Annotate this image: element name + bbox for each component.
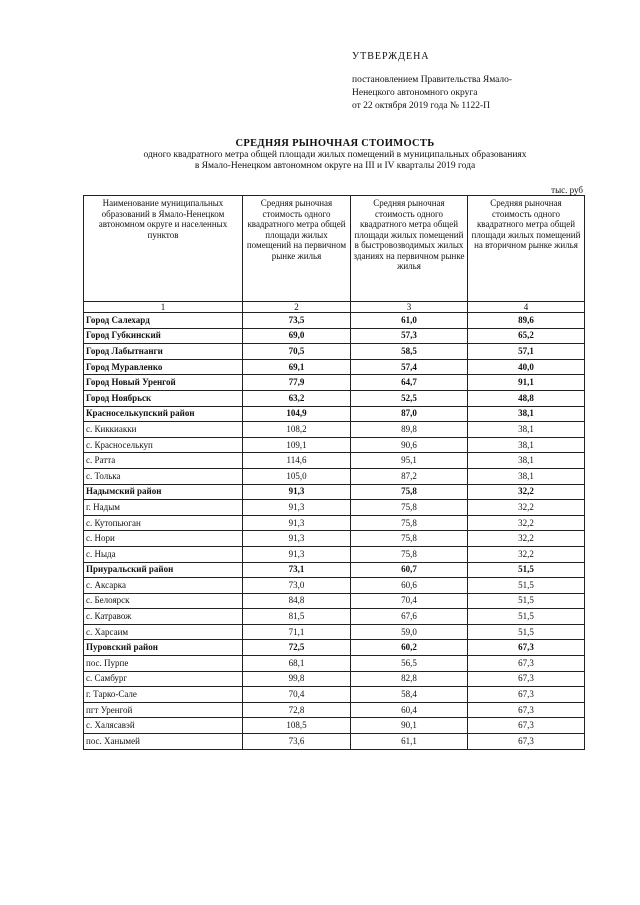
municipality-name: с. Катравож <box>84 609 243 625</box>
prefab-market-price: 64,7 <box>351 375 468 391</box>
municipality-name: Город Губкинский <box>84 328 243 344</box>
municipality-name: с. Ныда <box>84 546 243 562</box>
primary-market-price: 109,1 <box>243 437 351 453</box>
title-main: СРЕДНЯЯ РЫНОЧНАЯ СТОИМОСТЬ <box>235 138 435 149</box>
secondary-market-price: 91,1 <box>468 375 585 391</box>
primary-market-price: 69,1 <box>243 359 351 375</box>
prefab-market-price: 52,5 <box>351 390 468 406</box>
municipality-name: Красноселькупский район <box>84 406 243 422</box>
prefab-market-price: 87,2 <box>351 468 468 484</box>
primary-market-price: 114,6 <box>243 453 351 469</box>
primary-market-price: 84,8 <box>243 593 351 609</box>
secondary-market-price: 67,3 <box>468 734 585 750</box>
prefab-market-price: 60,6 <box>351 578 468 594</box>
header-row <box>84 196 585 302</box>
prefab-market-price: 59,0 <box>351 624 468 640</box>
municipality-name: Надымский район <box>84 484 243 500</box>
secondary-market-price: 32,2 <box>468 500 585 516</box>
primary-market-price: 72,8 <box>243 702 351 718</box>
secondary-market-price: 57,1 <box>468 344 585 360</box>
table-row <box>84 656 585 672</box>
primary-market-price: 69,0 <box>243 328 351 344</box>
municipality-name: с. Киккиакки <box>84 422 243 438</box>
table-row <box>84 718 585 734</box>
table-row <box>84 546 585 562</box>
prefab-market-price: 57,3 <box>351 328 468 344</box>
primary-market-price: 91,3 <box>243 484 351 500</box>
secondary-market-price: 51,5 <box>468 593 585 609</box>
municipality-name: с. Харсаим <box>84 624 243 640</box>
title-sub-1: одного квадратного метра общей площади жилых помещений в муниципальных образованиях <box>143 150 527 160</box>
table-row <box>84 344 585 360</box>
column-number: 4 <box>468 302 585 313</box>
unit-label: тыс. руб <box>551 185 583 195</box>
secondary-market-price: 38,1 <box>468 468 585 484</box>
secondary-market-price: 38,1 <box>468 437 585 453</box>
municipality-name: с. Халясавэй <box>84 718 243 734</box>
secondary-market-price: 38,1 <box>468 422 585 438</box>
prefab-market-price: 70,4 <box>351 593 468 609</box>
prefab-market-price: 57,4 <box>351 359 468 375</box>
primary-market-price: 104,9 <box>243 406 351 422</box>
primary-market-price: 105,0 <box>243 468 351 484</box>
prefab-market-price: 58,5 <box>351 344 468 360</box>
table-row <box>84 624 585 640</box>
table-row <box>84 593 585 609</box>
municipality-name: Пуровский район <box>84 640 243 656</box>
prefab-market-price: 87,0 <box>351 406 468 422</box>
municipality-name: с. Нори <box>84 531 243 547</box>
table-row <box>84 468 585 484</box>
municipality-name: с. Толька <box>84 468 243 484</box>
table-row <box>84 671 585 687</box>
municipality-name: с. Кутопьюган <box>84 515 243 531</box>
table-row <box>84 437 585 453</box>
municipality-name: с. Ратта <box>84 453 243 469</box>
municipality-name: с. Самбург <box>84 671 243 687</box>
header-municipality: Наименование муниципальных образований в Ямало-Ненецком автономном округе и населенных пунктов <box>84 196 243 302</box>
primary-market-price: 70,4 <box>243 687 351 703</box>
prefab-market-price: 56,5 <box>351 656 468 672</box>
table-row <box>84 609 585 625</box>
approval-line-1: постановлением Правительства Ямало- <box>352 75 513 85</box>
secondary-market-price: 67,3 <box>468 656 585 672</box>
header-primary-market: Средняя рыночная стоимость одного квадратного метра общей площади жилых помещений на первичном рынке жилья <box>243 196 351 302</box>
municipality-name: пос. Пурпе <box>84 656 243 672</box>
primary-market-price: 73,0 <box>243 578 351 594</box>
header-secondary-market: Средняя рыночная стоимость одного квадратного метра общей площади жилых помещений на вторичном рынке жилья <box>468 196 585 302</box>
secondary-market-price: 65,2 <box>468 328 585 344</box>
secondary-market-price: 32,2 <box>468 546 585 562</box>
primary-market-price: 73,5 <box>243 313 351 329</box>
secondary-market-price: 67,3 <box>468 718 585 734</box>
prefab-market-price: 90,6 <box>351 437 468 453</box>
table-row <box>84 359 585 375</box>
table-row <box>84 484 585 500</box>
municipality-name: Город Муравленко <box>84 359 243 375</box>
secondary-market-price: 67,3 <box>468 640 585 656</box>
header-prefab-primary-market: Средняя рыночная стоимость одного квадратного метра общей площади жилых помещений в быстровозводимых жилых зданиях на первичном рынке жилья <box>351 196 468 302</box>
table-row <box>84 328 585 344</box>
primary-market-price: 91,3 <box>243 515 351 531</box>
primary-market-price: 71,1 <box>243 624 351 640</box>
prefab-market-price: 60,7 <box>351 562 468 578</box>
table-row <box>84 500 585 516</box>
prefab-market-price: 75,8 <box>351 500 468 516</box>
table-row <box>84 375 585 391</box>
secondary-market-price: 67,3 <box>468 687 585 703</box>
secondary-market-price: 51,5 <box>468 609 585 625</box>
primary-market-price: 73,1 <box>243 562 351 578</box>
primary-market-price: 91,3 <box>243 500 351 516</box>
title-sub-2: в Ямало-Ненецком автономном округе на III и IV кварталы 2019 года <box>194 161 476 171</box>
approval-stamp: УТВЕРЖДЕНА <box>352 51 430 62</box>
column-number: 1 <box>84 302 243 313</box>
prefab-market-price: 75,8 <box>351 484 468 500</box>
secondary-market-price: 51,5 <box>468 578 585 594</box>
municipality-name: Город Салехард <box>84 313 243 329</box>
table-row <box>84 515 585 531</box>
secondary-market-price: 32,2 <box>468 531 585 547</box>
secondary-market-price: 51,5 <box>468 624 585 640</box>
municipality-name: пос. Ханымей <box>84 734 243 750</box>
table-row <box>84 640 585 656</box>
approval-line-2: Ненецкого автономного округа <box>352 88 478 98</box>
prefab-market-price: 60,2 <box>351 640 468 656</box>
secondary-market-price: 38,1 <box>468 406 585 422</box>
prefab-market-price: 60,4 <box>351 702 468 718</box>
document-title <box>80 137 590 172</box>
municipality-name: с. Белоярск <box>84 593 243 609</box>
municipality-name: г. Надым <box>84 500 243 516</box>
secondary-market-price: 48,8 <box>468 390 585 406</box>
secondary-market-price: 32,2 <box>468 484 585 500</box>
municipality-name: с. Аксарка <box>84 578 243 594</box>
table-row <box>84 702 585 718</box>
prefab-market-price: 67,6 <box>351 609 468 625</box>
primary-market-price: 63,2 <box>243 390 351 406</box>
prefab-market-price: 95,1 <box>351 453 468 469</box>
table-row <box>84 390 585 406</box>
secondary-market-price: 89,6 <box>468 313 585 329</box>
primary-market-price: 81,5 <box>243 609 351 625</box>
approval-line-3: от 22 октября 2019 года № 1122-П <box>352 101 491 111</box>
approval-block <box>352 50 612 113</box>
table-row <box>84 687 585 703</box>
municipality-name: пгт Уренгой <box>84 702 243 718</box>
primary-market-price: 91,3 <box>243 546 351 562</box>
prefab-market-price: 58,4 <box>351 687 468 703</box>
primary-market-price: 77,9 <box>243 375 351 391</box>
primary-market-price: 91,3 <box>243 531 351 547</box>
prefab-market-price: 75,8 <box>351 531 468 547</box>
municipality-name: с. Красноселькуп <box>84 437 243 453</box>
table-row <box>84 422 585 438</box>
prefab-market-price: 75,8 <box>351 546 468 562</box>
column-number: 2 <box>243 302 351 313</box>
secondary-market-price: 51,5 <box>468 562 585 578</box>
secondary-market-price: 38,1 <box>468 453 585 469</box>
secondary-market-price: 32,2 <box>468 515 585 531</box>
secondary-market-price: 40,0 <box>468 359 585 375</box>
primary-market-price: 72,5 <box>243 640 351 656</box>
table-row <box>84 734 585 750</box>
primary-market-price: 68,1 <box>243 656 351 672</box>
table-row <box>84 453 585 469</box>
table-row <box>84 313 585 329</box>
prefab-market-price: 82,8 <box>351 671 468 687</box>
municipality-name: г. Тарко-Сале <box>84 687 243 703</box>
municipality-name: Город Новый Уренгой <box>84 375 243 391</box>
table-body <box>84 313 585 750</box>
prefab-market-price: 61,0 <box>351 313 468 329</box>
secondary-market-price: 67,3 <box>468 702 585 718</box>
primary-market-price: 99,8 <box>243 671 351 687</box>
primary-market-price: 108,2 <box>243 422 351 438</box>
municipality-name: Приуральский район <box>84 562 243 578</box>
municipality-name: Город Лабытнанги <box>84 344 243 360</box>
prefab-market-price: 75,8 <box>351 515 468 531</box>
table-row <box>84 562 585 578</box>
primary-market-price: 70,5 <box>243 344 351 360</box>
primary-market-price: 73,6 <box>243 734 351 750</box>
prefab-market-price: 90,1 <box>351 718 468 734</box>
table-row <box>84 531 585 547</box>
column-number-row <box>84 302 585 313</box>
prefab-market-price: 89,8 <box>351 422 468 438</box>
table-row <box>84 578 585 594</box>
secondary-market-price: 67,3 <box>468 671 585 687</box>
prefab-market-price: 61,1 <box>351 734 468 750</box>
column-number: 3 <box>351 302 468 313</box>
price-table <box>83 195 585 750</box>
municipality-name: Город Ноябрьск <box>84 390 243 406</box>
primary-market-price: 108,5 <box>243 718 351 734</box>
table-row <box>84 406 585 422</box>
